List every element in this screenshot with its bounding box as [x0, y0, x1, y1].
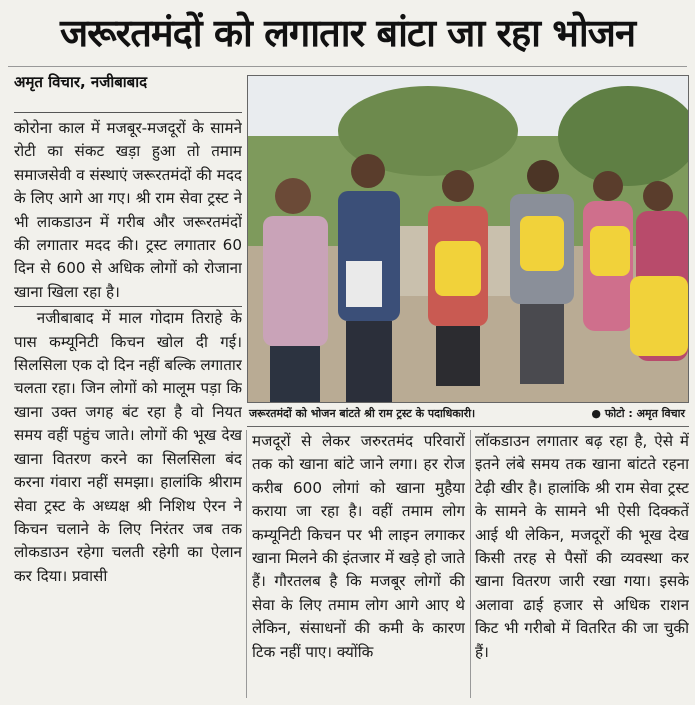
column-divider	[470, 430, 471, 698]
photo-credit: ● फोटो : अमृत विचार	[591, 407, 685, 420]
photo-caption: जरूरतमंदों को भोजन बांटते श्री राम ट्रस्ट के पदाधिकारी।	[249, 407, 476, 420]
body-paragraph: मजदूरों से लेकर जरुरतमंद परिवारों तक को खाना बांटे जाने लगा। हर रोज करीब 600 लोगां को खाना मुहैया कराया जा रहा है। वहीं तमाम लोग कम्यूनिटी किचन पर भी लाइन लगाकर खाना मिलने की इंतजार में खड़े हो जाते हैं। गौरतलब है कि मजबूर लोगों की सेवा के लिए तमाम लोग आगे आए थे लेकिन, संसाधनों की कमी के कारण टिक नहीं पाए। क्योंकि	[252, 432, 465, 661]
article-column-1	[14, 112, 242, 696]
photo-caption-bar	[247, 402, 689, 427]
dateline: अमृत विचार, नजीबाबाद	[14, 73, 148, 91]
headline: जरूरतमंदों को लगातार बांटा जा रहा भोजन	[59, 11, 636, 55]
photo-illustration	[248, 76, 688, 402]
news-photo	[247, 75, 689, 403]
article-column-3	[475, 430, 689, 700]
intro-paragraph: कोरोना काल में मजबूर-मजदूरों के सामने रोटी का संकट खड़ा हुआ तो तमाम समाजसेवी व संस्थाएं जरूरतमंदों की मदद के लिए आगे आ गए। श्री राम सेवा ट्रस्ट ने भी लाकडाउन में गरीब और जरूरतमंदों की लगातार मदद की। ट्रस्ट लगातार 60 दिन से 600 से अधिक लोगों को रोजाना खाना खिला रहा है।	[14, 112, 242, 307]
body-paragraph: नजीबाबाद में माल गोदाम तिराहे के पास कम्यूनिटी किचन खोल दी गई। सिलसिला एक दो दिन नहीं बल्कि लगातार चलता रहा। जिन लोगों को मालूम पड़ा कि खाना उक्त जगह बंट रहा है वो नियत समय वहीं पहुंच जाते। लोगों की भूख देख खाना वितरण करने का सिलसिला बंद करना गंवारा नहीं समझा। हालांकि श्रीराम सेवा ट्रस्ट के अध्यक्ष श्री निशिथ ऐरन ने किचन चलाने के लिए निरंतर जब तक लोकडाउन रहेगा चलती रहेगी का ऐलान कर दिया। प्रवासी	[14, 309, 242, 585]
column-divider	[246, 430, 247, 698]
article-column-2	[252, 430, 465, 700]
body-paragraph: लॉकडाउन लगातार बढ़ रहा है, ऐसे में इतने लंबे समय तक खाना बांटते रहना टेढ़ी खीर है। हालांकि श्री राम सेवा ट्रस्ट के सामने के सामने भी ऐसी दिक्कतें आई थी लेकिन, मजदूरों की भूख देख किसी तरह से पैसों की व्यवस्था कर खाना वितरण जारी रखा गया। इसके अलावा ढाई हजार से अधिक राशन किट भी गरीबो में वितरित की जा चुकी हैं।	[475, 432, 689, 661]
headline-divider	[8, 66, 687, 67]
